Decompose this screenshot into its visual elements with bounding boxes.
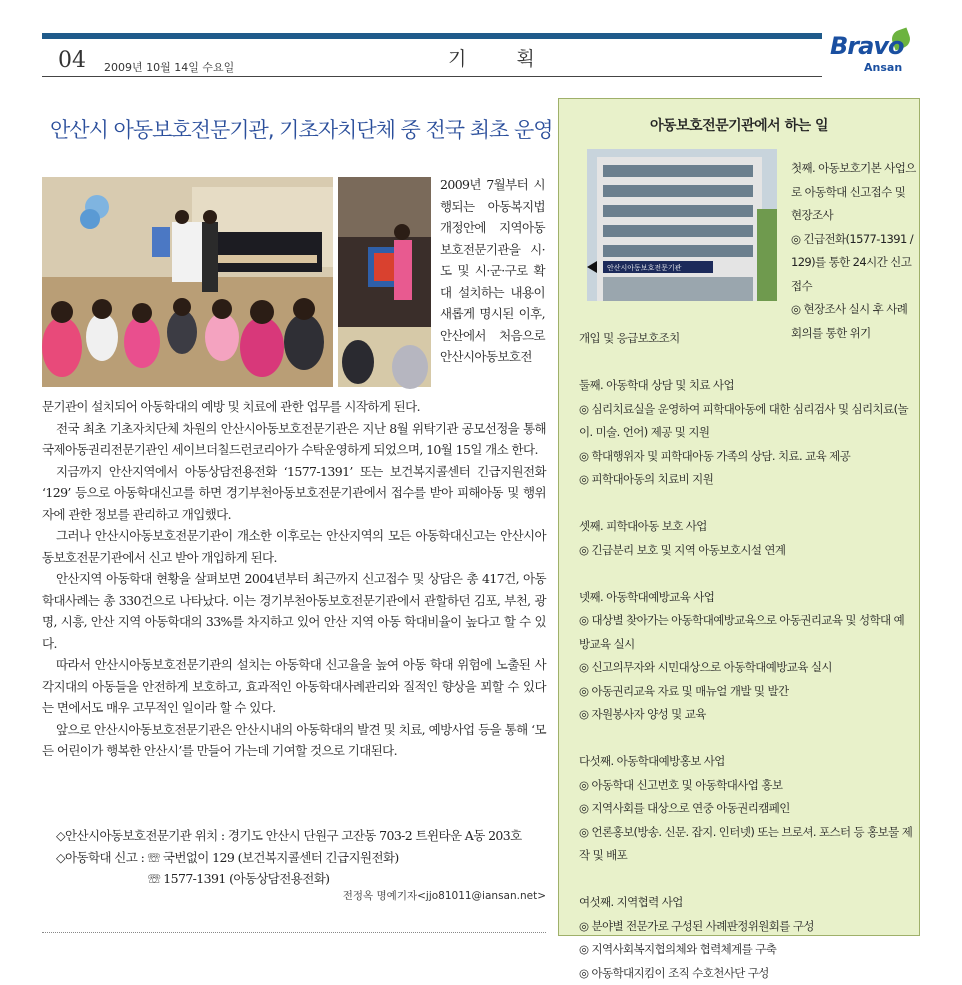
- byline: 전정옥 명예기자<jjo81011@iansan.net>: [343, 888, 546, 903]
- section-heading: 셋째. 피학대아동 보호 사업: [579, 515, 914, 539]
- puppet-show-photo: [42, 177, 333, 387]
- paragraph: 따라서 안산시아동보호전문기관의 설치는 아동학대 신고율을 높여 아동 학대 위험에 노출된 사각지대의 아동들을 안전하게 보호하고, 효과적인 아동학대사례관리와 질적인 향상을 꾀할 수 있다는 면에서도 매우 고무적인 일이라 할 수 있다.: [42, 654, 546, 719]
- paragraph: 지금까지 안산지역에서 아동상담전용전화 ‘1577-1391’ 또는 보건복지콜센터 긴급지원전화 ‘129’ 등으로 아동학대신고를 하면 경기부천아동보호전문기관에서 접수를 받아 피해아동 및 행위자에 관한 정보를 관리하고 개입했다.: [42, 461, 546, 526]
- side-line: 첫째. 아동보호기본 사업으로 아동학대 신고접수 및 현장조사: [791, 157, 917, 228]
- side-line: ◎ 긴급전화(1577-1391 / 129)를 통한 24시간 신고접수: [791, 228, 917, 299]
- report-phone-info: ◇아동학대 신고 : ☏ 국번없이 129 (보건복지콜센터 긴급지원전화): [56, 847, 546, 869]
- section-item: ◎ 아동학대지킴이 조직 수호천사단 구성: [579, 962, 914, 985]
- section-item: ◎ 피학대아동의 치료비 지원: [579, 468, 914, 492]
- logo-subtext: Ansan: [864, 61, 902, 74]
- page-number: 04: [58, 48, 86, 73]
- article-intro: 2009년 7월부터 시행되는 아동복지법 개정안에 지역아동보호전문기관을 시·도 및 시·군·구로 확대 설치하는 내용이 새롭게 명시된 이후, 안산에서 처음으로 안산시아동보호전: [440, 174, 545, 368]
- contact-info: [56, 825, 546, 890]
- issue-date: 2009년 10월 14일 수요일: [104, 59, 234, 75]
- section-heading: 다섯째. 아동학대예방홍보 사업: [579, 750, 914, 774]
- building-photo: [587, 149, 777, 301]
- section-title: 기 획: [448, 44, 557, 71]
- section-item: ◎ 지역사회를 대상으로 연중 아동권리캠페인: [579, 797, 914, 821]
- location-info: ◇안산시아동보호전문기관 위치 : 경기도 안산시 단원구 고잔동 703-2 트윈타운 A동 203호: [56, 825, 546, 847]
- section-item: ◎ 신고의무자와 시민대상으로 아동학대예방교육 실시: [579, 656, 914, 680]
- side-main-text: [579, 327, 914, 985]
- section-heading: 넷째. 아동학대예방교육 사업: [579, 586, 914, 610]
- section-item: ◎ 자원봉사자 양성 및 교육: [579, 703, 914, 727]
- report-phone-info-2: ☏ 1577-1391 (아동상담전용전화): [56, 868, 546, 890]
- paragraph: 안산지역 아동학대 현황을 살펴보면 2004년부터 최근까지 신고접수 및 상담은 총 417건, 아동학대사례는 총 330건으로 나타났다. 이는 경기부천아동보호전문기관에서 관할하던 김포, 부천, 광명, 시흥, 안산 지역 아동학대의 33%를 차지하고 있어 안산 지역 아동 학대비율이 높다고 할 수 있다.: [42, 568, 546, 654]
- section-item: ◎ 분야별 전문가로 구성된 사례판정위원회를 구성: [579, 915, 914, 939]
- section-item: ◎ 심리치료실을 운영하여 피학대아동에 대한 심리검사 및 심리치료(놀이. 미술. 언어) 제공 및 지원: [579, 398, 914, 445]
- intro-continuation: 문기관이 설치되어 아동학대의 예방 및 치료에 관한 업무를 시작하게 된다.: [42, 396, 546, 418]
- paragraph: 앞으로 안산시아동보호전문기관은 안산시내의 아동학대의 발견 및 치료, 예방사업 등을 통해 ‘모든 어린이가 행복한 안산시’를 만들어 가는데 기여할 것으로 기대된다.: [42, 719, 546, 762]
- side-box: [558, 98, 920, 936]
- presenter-photo: [338, 177, 431, 387]
- dotted-rule: [42, 932, 546, 933]
- section-item: ◎ 아동권리교육 자료 및 매뉴얼 개발 및 발간: [579, 680, 914, 704]
- bravo-ansan-logo: [830, 28, 930, 78]
- section-item: ◎ 아동학대 신고번호 및 아동학대사업 홍보: [579, 774, 914, 798]
- header-rule: [42, 76, 822, 77]
- paragraph: 전국 최초 기초자치단체 차원의 안산시아동보호전문기관은 지난 8월 위탁기관 공모선정을 통해 국제아동권리전문기관인 세이브더칠드런코리아가 수탁운영하게 되었으며, 10월 15일 개소 한다.: [42, 418, 546, 461]
- article-body: [42, 396, 546, 762]
- article-title: 안산시 아동보호전문기관, 기초자치단체 중 전국 최초 운영: [50, 114, 540, 144]
- section-item: ◎ 언론홍보(방송. 신문. 잡지. 인터넷) 또는 브로셔. 포스터 등 홍보물 제작 및 배포: [579, 821, 914, 868]
- side-top-text: [791, 157, 917, 345]
- header-bar: [42, 33, 822, 39]
- building-sign: 안산시아동보호전문기관: [607, 263, 682, 272]
- section-item: ◎ 지역사회복지협의체와 협력체계를 구축: [579, 938, 914, 962]
- section-heading: 둘째. 아동학대 상담 및 치료 사업: [579, 374, 914, 398]
- side-box-title: 아동보호전문기관에서 하는 일: [559, 115, 919, 135]
- side-line: 개입 및 응급보호조치: [579, 327, 914, 351]
- paragraph: 그러나 안산시아동보호전문기관이 개소한 이후로는 안산지역의 모든 아동학대신고는 안산시아동보호전문기관에서 신고 받아 개입하게 된다.: [42, 525, 546, 568]
- section-heading: 여섯째. 지역협력 사업: [579, 891, 914, 915]
- logo-text: Bravo: [830, 32, 903, 60]
- side-line: ◎ 현장조사 실시 후 사례회의를 통한 위기: [791, 298, 917, 345]
- section-item: ◎ 학대행위자 및 피학대아동 가족의 상담. 치료. 교육 제공: [579, 445, 914, 469]
- section-item: ◎ 대상별 찾아가는 아동학대예방교육으로 아동권리교육 및 성학대 예방교육 실시: [579, 609, 914, 656]
- section-item: ◎ 긴급분리 보호 및 지역 아동보호시설 연계: [579, 539, 914, 563]
